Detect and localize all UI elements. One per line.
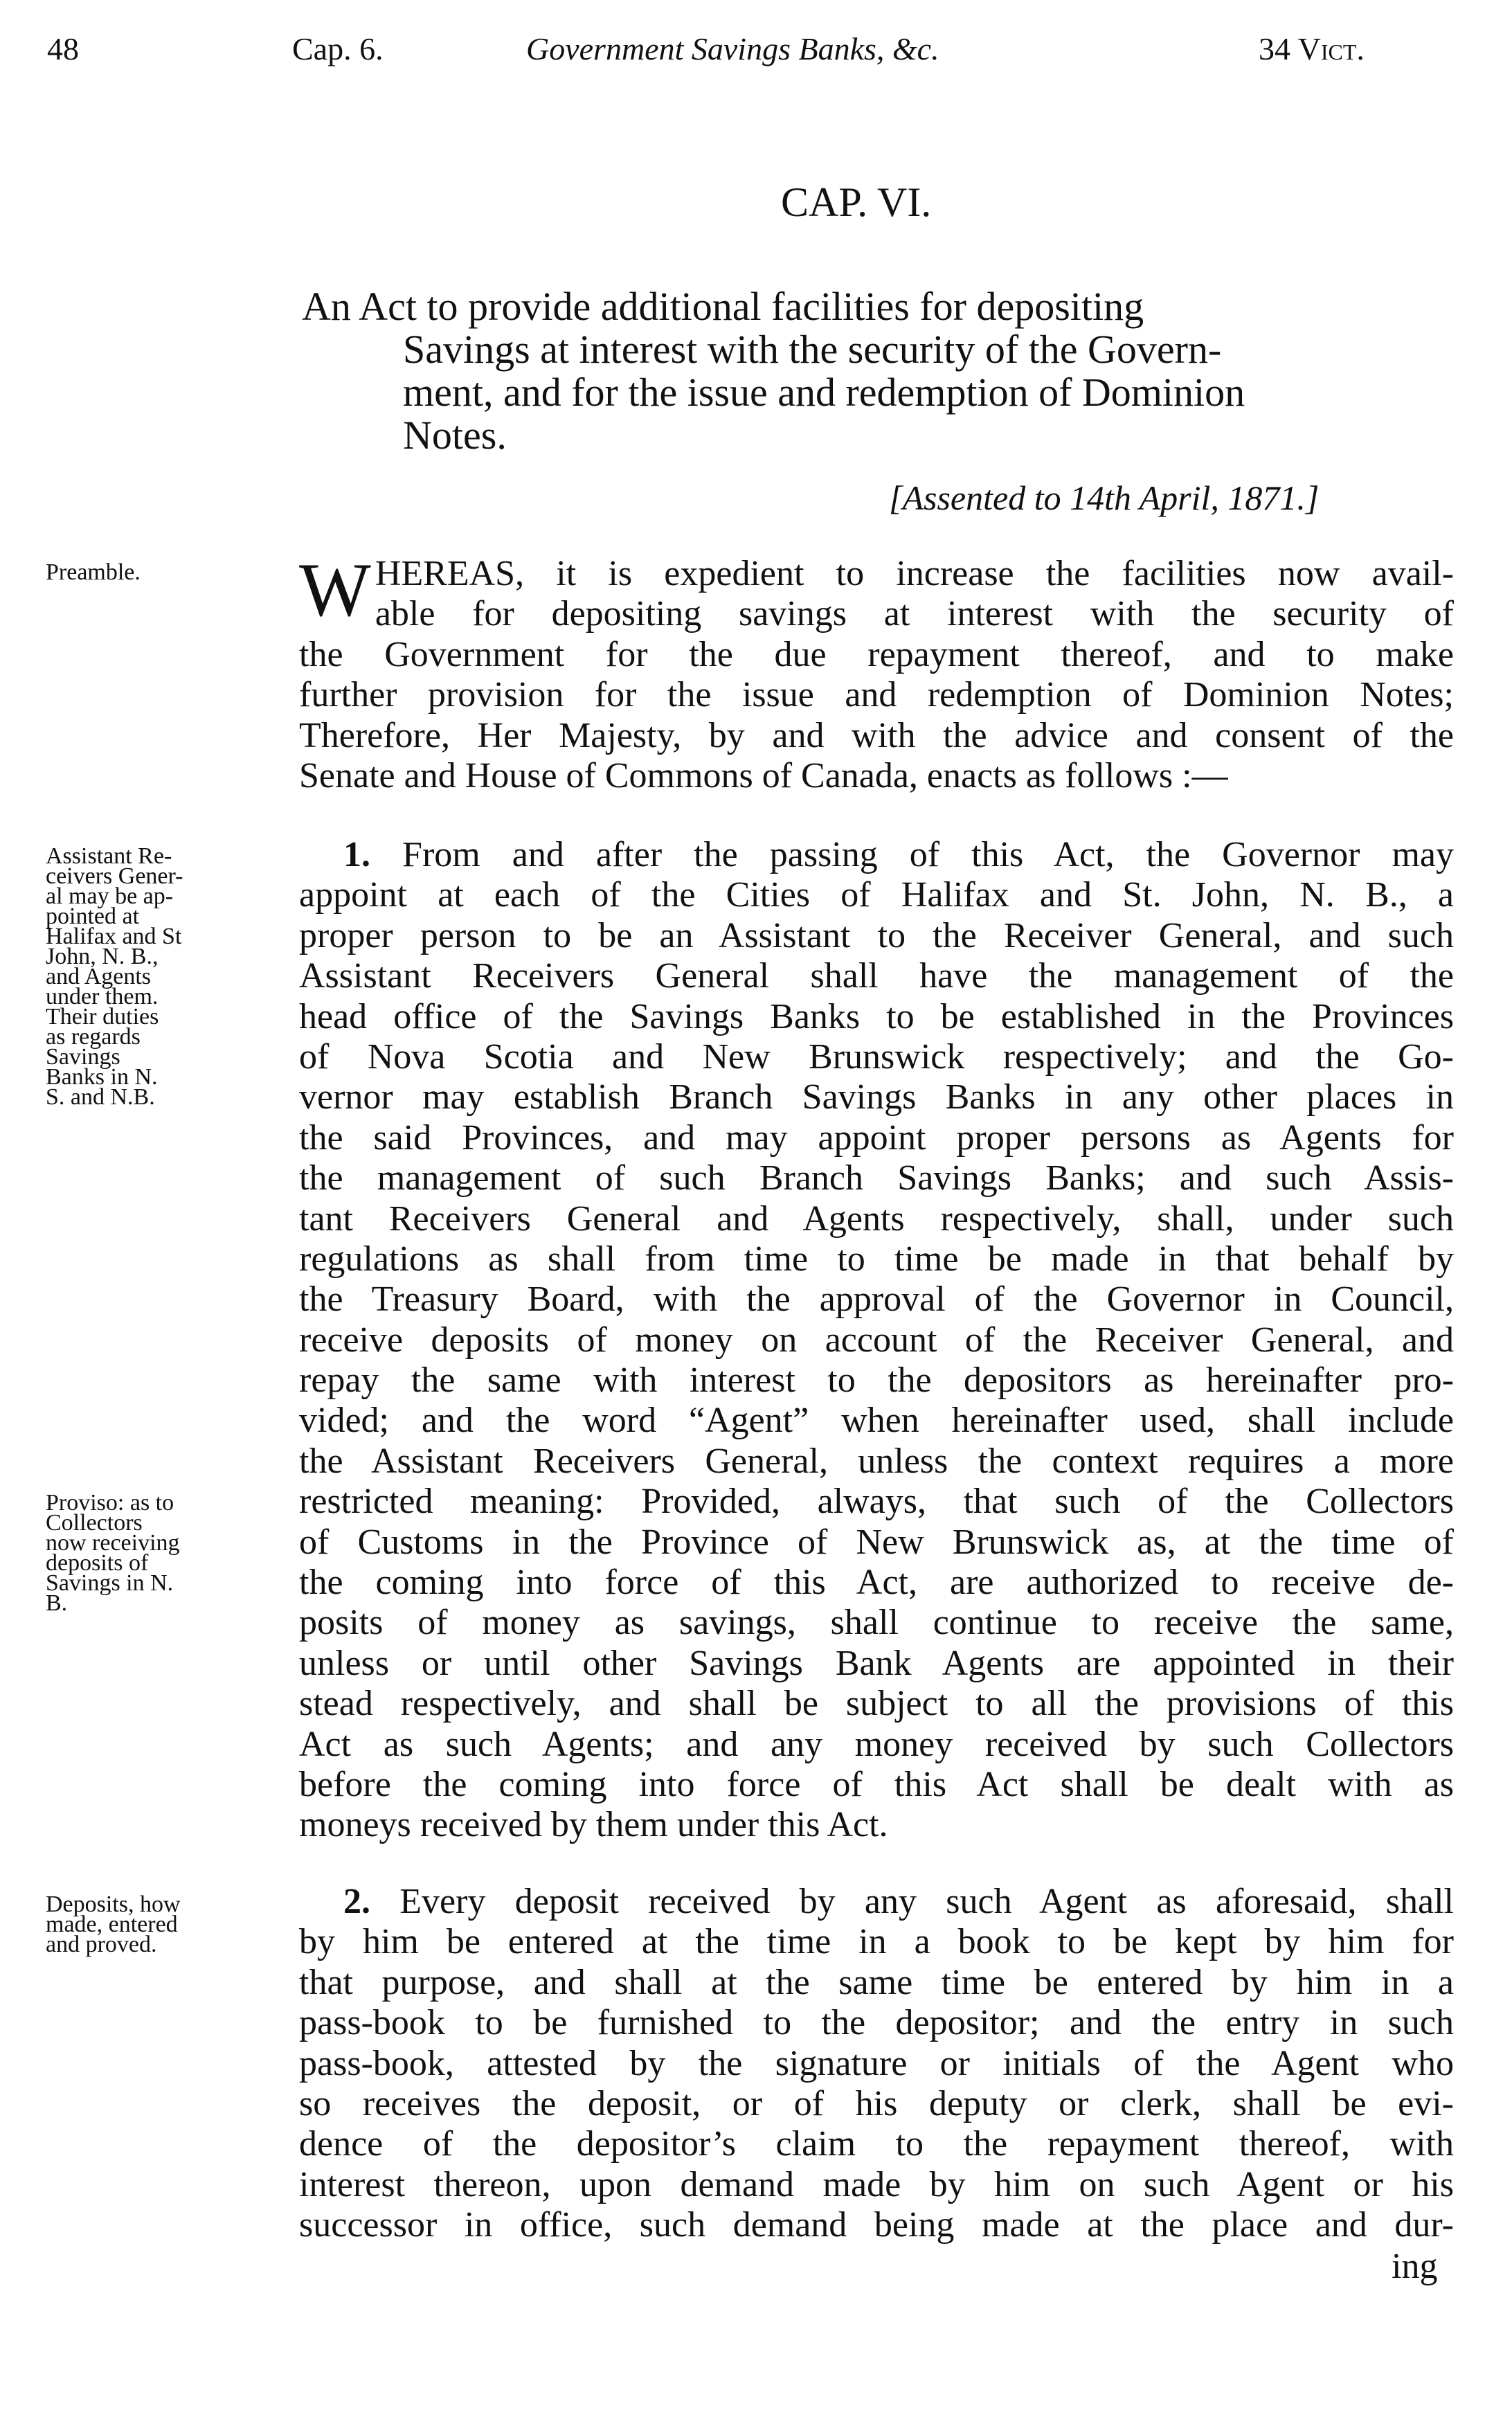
chapter-title: CAP. VI. [781,179,932,225]
section1-text [299,835,1454,1846]
section-line: dence of the depositor’s claim to the repayment thereof, with [299,2124,1454,2164]
section-line: pass-book, attested by the signature or initials of the Agent who [299,2043,1454,2083]
section-line: vernor may establish Branch Savings Banks in any other places in [299,1077,1454,1117]
section-line: proper person to be an Assistant to the Receiver General, and such [299,915,1454,955]
section-line: interest thereon, upon demand made by him on such Agent or his [299,2164,1454,2204]
section2-side-note [46,1894,181,1955]
preamble-line: the Government for the due repayment thereof, and to make [299,634,1454,674]
section-line: appoint at each of the Cities of Halifax and St. John, N. B., a [299,875,1454,915]
side-note-line: Savings [46,1044,120,1070]
side-note-line: S. and N.B. [46,1084,155,1110]
side-note-line: and proved. [46,1932,157,1957]
section-line: regulations as shall from time to time be made in that behalf by [299,1239,1454,1279]
preamble-line: further provision for the issue and redemption of Dominion Notes; [299,675,1454,715]
section-line: the management of such Branch Savings Banks; and such Assis- [299,1158,1454,1198]
running-title: Government Savings Banks, &c. [526,31,939,66]
side-note-line: Savings in N. [46,1570,174,1596]
section-line: pass-book to be furnished to the depositor; and the entry in such [299,2003,1454,2043]
side-note-line: now receiving [46,1530,180,1556]
section-line: Assistant Receivers General shall have the management of the [299,956,1454,996]
chapter-reference: Cap. 6. [292,31,384,66]
catchword: ing [1392,2247,1438,2286]
preamble-line: Senate and House of Commons of Canada, enacts as follows :— [299,755,1228,796]
section-line: Act as such Agents; and any money received by such Collectors [299,1724,1454,1764]
section-line: From and after the passing of this Act, the Governor may [402,835,1454,874]
section-line: successor in office, such demand being made at the place and dur- [299,2205,1454,2245]
side-note-line: deposits of [46,1550,149,1576]
side-note-line: Collectors [46,1510,143,1536]
regnal-year: 34 Vict. [1259,31,1365,66]
act-title-line: ment, and for the issue and redemption of Dominion [403,370,1245,415]
section-line: by him be entered at the time in a book to be kept by him for [299,1922,1454,1962]
section-line: the coming into force of this Act, are authorized to receive de- [299,1563,1454,1603]
section-line: posits of money as savings, shall continue to receive the same, [299,1603,1454,1643]
side-note-line: Proviso: as to [46,1490,174,1516]
section1-side-note [46,843,183,1110]
side-note-line: Banks in N. [46,1064,158,1090]
section-line: so receives the deposit, or of his deputy or clerk, shall be evi- [299,2083,1454,2123]
section-line: the said Provinces, and may appoint proper persons as Agents for [299,1117,1454,1158]
drop-cap: W [299,548,371,632]
section-number: 2. [343,1882,370,1921]
preamble-side-note [46,559,141,585]
side-note-line: pointed at [46,904,140,929]
section-line: repay the same with interest to the depositors as hereinafter pro- [299,1360,1454,1401]
act-title [302,285,1451,457]
section-line: receive deposits of money on account of the Receiver General, and [299,1320,1454,1360]
section-line: moneys received by them under this Act. [299,1805,888,1845]
side-note-line: as regards [46,1024,141,1050]
section-number: 1. [343,835,370,874]
section2-text [299,1882,1454,2246]
side-note-line: Preamble. [46,559,141,585]
section-line: before the coming into force of this Act shall be dealt with as [299,1764,1454,1804]
section-line: that purpose, and shall at the same time be entered by him in a [299,1962,1454,2002]
side-note-line: made, entered [46,1912,178,1937]
side-note-line: John, N. B., [46,944,159,969]
section-line: unless or until other Savings Bank Agents are appointed in their [299,1643,1454,1683]
assent-date: [Assented to 14th April, 1871.] [889,478,1320,517]
section-line: vided; and the word “Agent” when hereinafter used, shall include [299,1401,1454,1441]
preamble-line: HEREAS, it is expedient to increase the facilities now avail- [375,554,1454,593]
side-note-line: Deposits, how [46,1892,181,1917]
side-note-line: Their duties [46,1004,159,1030]
section-line: Every deposit received by any such Agent as aforesaid, shall [399,1882,1454,1921]
section-line: head office of the Savings Banks to be established in the Provinces [299,996,1454,1036]
section-line: restricted meaning: Provided, always, that such of the Collectors [299,1482,1454,1522]
side-note-line: B. [46,1590,68,1616]
side-note-line: Assistant Re- [46,843,172,869]
section-line: tant Receivers General and Agents respectively, shall, under such [299,1198,1454,1239]
act-title-line: An Act to provide additional facilities for depositing [302,284,1144,329]
act-title-line: Savings at interest with the security of the Govern- [403,327,1222,372]
section1-proviso-side-note [46,1490,180,1616]
section-line: of Nova Scotia and New Brunswick respectively; and the Go- [299,1036,1454,1077]
side-note-line: al may be ap- [46,883,174,909]
page-number: 48 [47,31,79,66]
side-note-line: and Agents [46,964,152,989]
preamble-text [299,548,1454,796]
section-line: the Assistant Receivers General, unless the context requires a more [299,1441,1454,1481]
side-note-line: under them. [46,984,159,1009]
side-note-line: ceivers Gener- [46,863,183,889]
section-line: of Customs in the Province of New Brunswick as, at the time of [299,1522,1454,1562]
act-title-line: Notes. [403,413,507,458]
side-note-line: Halifax and St [46,924,182,949]
section-line: the Treasury Board, with the approval of the Governor in Council, [299,1279,1454,1320]
preamble-line: able for depositing savings at interest with the security of [375,594,1454,634]
section-line: stead respectively, and shall be subject to all the provisions of this [299,1684,1454,1724]
preamble-line: Therefore, Her Majesty, by and with the advice and consent of the [299,715,1454,755]
